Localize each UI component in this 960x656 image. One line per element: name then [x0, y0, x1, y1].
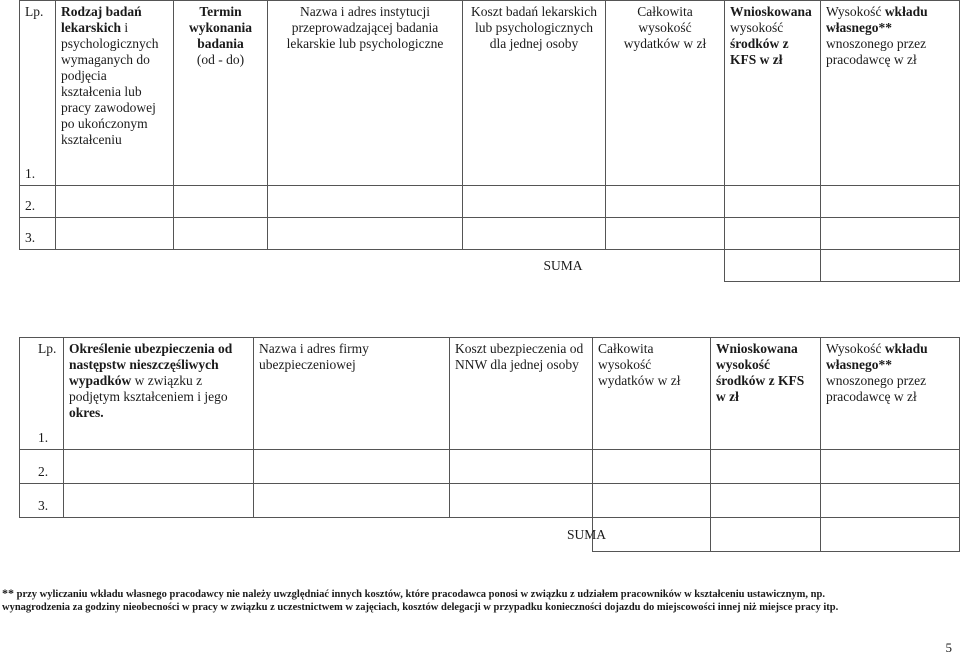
row-number: 3.: [25, 230, 36, 245]
medical-exams-table: [19, 0, 960, 282]
input-cell[interactable]: [821, 450, 960, 484]
sum-label: SUMA: [566, 527, 606, 542]
sum-cell[interactable]: [821, 250, 960, 282]
input-cell[interactable]: [450, 484, 593, 518]
sum-row: [20, 250, 960, 282]
input-cell[interactable]: [821, 218, 960, 250]
table-row: [20, 218, 960, 250]
exam-date-header: Termin wykonania badania (od - do): [174, 1, 268, 186]
input-cell[interactable]: [711, 484, 821, 518]
input-cell[interactable]: [174, 218, 268, 250]
insurer-header: Nazwa i adres firmy ubezpieczeniowej: [254, 338, 450, 450]
total-cost-header: Całkowita wysokość wydatków w zł: [593, 338, 711, 450]
input-cell[interactable]: [593, 484, 711, 518]
insurance-table: [19, 337, 960, 552]
page-number: 5: [945, 640, 952, 655]
footnote-line-2: wynagrodzenia za godziny nieobecności w pracy w związku z uczestnictwem w zajęciach, kosztów delegacji w przypadku konieczności dojazdu do miejscowości innej niż miejsce pracy itp.: [2, 602, 839, 613]
input-cell[interactable]: [174, 186, 268, 218]
institution-header: Nazwa i adres instytucji przeprowadzającej badania lekarskie lub psychologiczne: [268, 1, 463, 186]
input-cell[interactable]: [606, 218, 725, 250]
input-cell[interactable]: [606, 186, 725, 218]
input-cell[interactable]: [268, 218, 463, 250]
insurance-cost-header: Koszt ubezpieczenia od NNW dla jednej osoby: [450, 338, 593, 450]
lp-header-cell: [20, 1, 56, 186]
exam-type-header: Rodzaj badań lekarskich i psychologicznych wymaganych do podjęcia kształcenia lub pracy zawodowej po ukończonym kształceniu: [56, 1, 174, 186]
input-cell[interactable]: [56, 186, 174, 218]
lp-header: Lp.: [38, 341, 57, 356]
sum-cell[interactable]: [711, 518, 821, 552]
total-cost-header: Całkowita wysokość wydatków w zł: [606, 1, 725, 186]
row-number: 1.: [38, 430, 49, 445]
sum-cell[interactable]: [821, 518, 960, 552]
footnote-line-1: ** przy wyliczaniu wkładu własnego pracodawcy nie należy uwzględniać innych kosztów, które pracodawca ponosi w związku z udziałem pracowników w kształceniu ustawicznym, np.: [2, 586, 825, 600]
input-cell[interactable]: [725, 186, 821, 218]
own-contribution-header: Wysokość wkładu własnego** wnoszonego przez pracodawcę w zł: [821, 338, 960, 450]
insurance-type-header: Określenie ubezpieczenia od następstw nieszczęśliwych wypadków w związku z podjętym kształceniem i jego okres.: [64, 338, 254, 450]
input-cell[interactable]: [725, 218, 821, 250]
kfs-requested-header: Wnioskowana wysokość środków z KFS w zł: [725, 1, 821, 186]
table-row: [20, 450, 960, 484]
table-row: [20, 484, 960, 518]
row-number: 1.: [25, 166, 36, 181]
input-cell[interactable]: [463, 218, 606, 250]
input-cell[interactable]: [268, 186, 463, 218]
table-row: [20, 186, 960, 218]
own-contribution-header: Wysokość wkładu własnego** wnoszonego przez pracodawcę w zł: [821, 1, 960, 186]
input-cell[interactable]: [593, 450, 711, 484]
row-number: 2.: [38, 464, 49, 479]
input-cell[interactable]: [64, 450, 254, 484]
sum-cell[interactable]: [725, 250, 821, 282]
kfs-requested-header: Wnioskowana wysokość środków z KFS w zł: [711, 338, 821, 450]
input-cell[interactable]: [711, 450, 821, 484]
input-cell[interactable]: [56, 218, 174, 250]
row-number: 2.: [25, 198, 36, 213]
input-cell[interactable]: [254, 484, 450, 518]
input-cell[interactable]: [821, 484, 960, 518]
footnote-stars: **: [2, 586, 14, 600]
input-cell[interactable]: [64, 484, 254, 518]
input-cell[interactable]: [821, 186, 960, 218]
sum-row: [20, 518, 960, 552]
lp-header-cell: [20, 338, 64, 450]
input-cell[interactable]: [450, 450, 593, 484]
input-cell[interactable]: [463, 186, 606, 218]
exam-cost-header: Koszt badań lekarskich lub psychologicznych dla jednej osoby: [463, 1, 606, 186]
sum-cell[interactable]: [593, 518, 711, 552]
row-number: 3.: [38, 498, 49, 513]
input-cell[interactable]: [254, 450, 450, 484]
sum-label: SUMA: [606, 250, 725, 282]
lp-header: Lp.: [25, 4, 44, 19]
